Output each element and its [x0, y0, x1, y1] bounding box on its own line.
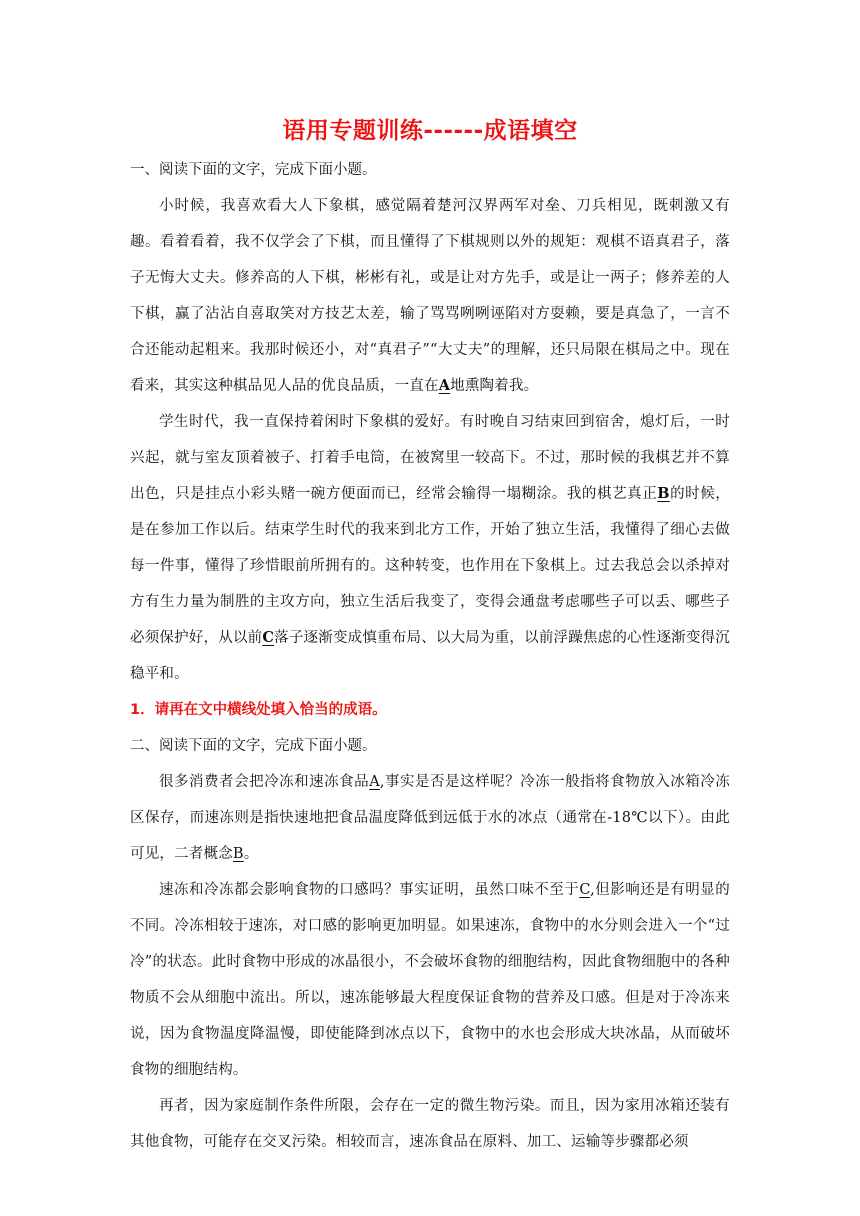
section-1-heading: 一、阅读下面的文字，完成下面小题。 — [130, 162, 377, 178]
text-run: 速冻和冷冻都会影响食物的口感吗？事实证明，虽然口味不至于 — [159, 882, 580, 898]
section-2-paragraph-2 — [130, 872, 730, 1088]
document-body — [130, 152, 730, 1160]
blank-a: A — [369, 774, 380, 790]
text-run: ,事实是否是这样呢？冷冻一般指将食物放入冰箱冷冻区保存，而速冻则是指快速地把食品温度降低到远低于水的冰点（通常在-18℃以下）。由此可见，二者概念 — [130, 774, 730, 862]
text-run: 的时候，是在参加工作以后。结束学生时代的我来到北方工作，开始了独立生活，我懂得了细心去做每一件事，懂得了珍惜眼前所拥有的。这种转变，也作用在下象棋上。过去我总会以杀掉对方有生力量为制胜的主攻方向，独立生活后我变了，变得会通盘考虑哪些子可以丢、哪些子必须保护好，从以前 — [130, 486, 730, 646]
text-run: 地熏陶着我。 — [450, 378, 539, 394]
section-1-paragraph-1 — [130, 188, 730, 404]
blank-a: A — [438, 377, 451, 394]
section-2-paragraph-3: 再者，因为家庭制作条件所限，会存在一定的微生物污染。而且，因为家用冰箱还装有其他食物，可能存在交叉污染。相较而言，速冻食品在原料、加工、运输等步骤都必须 — [130, 1098, 730, 1150]
question-1: 1．请再在文中横线处填入恰当的成语。 — [130, 702, 387, 718]
blank-b: B — [232, 846, 244, 862]
blank-b: B — [657, 485, 670, 502]
text-run: 学生时代，我一直保持着闲时下象棋的爱好。有时晚自习结束回到宿舍，熄灯后，一时兴起，就与室友顶着被子、打着手电筒，在被窝里一较高下。不过，那时候的我棋艺并不算出色，只是挂点小彩头赌一碗方便面而已，经常会输得一塌糊涂。我的棋艺真正 — [130, 414, 730, 502]
text-run: 很多消费者会把冷冻和速冻食品 — [159, 774, 370, 790]
document-title: 语用专题训练------成语填空 — [282, 118, 578, 144]
blank-c: C — [579, 882, 591, 898]
section-1-paragraph-2 — [130, 404, 730, 692]
text-run: 落子逐渐变成慎重布局、以大局为重，以前浮躁焦虑的心性逐渐变得沉稳平和。 — [130, 630, 730, 682]
section-2-heading: 二、阅读下面的文字，完成下面小题。 — [130, 738, 377, 754]
section-2-paragraph-1 — [130, 764, 730, 872]
text-run: 。 — [243, 846, 259, 862]
blank-c: C — [262, 629, 275, 646]
text-run: ,但影响还是有明显的不同。冷冻相较于速冻，对口感的影响更加明显。如果速冻，食物中的水分则会进入一个“过冷”的状态。此时食物中形成的冰晶很小，不会破坏食物的细胞结构，因此食物细胞中的各种物质不会从细胞中流出。所以，速冻能够最大程度保证食物的营养及口感。但是对于冷冻来说，因为食物温度降温慢，即使能降到冰点以下，食物中的水也会形成大块冰晶，从而破坏食物的细胞结构。 — [130, 882, 730, 1078]
text-run: 小时候，我喜欢看大人下象棋，感觉隔着楚河汉界两军对垒、刀兵相见，既刺激又有趣。看着看着，我不仅学会了下棋，而且懂得了下棋规则以外的规矩：观棋不语真君子，落子无悔大丈夫。修养高的人下棋，彬彬有礼，或是让对方先手，或是让一两子；修养差的人下棋，赢了沾沾自喜取笑对方技艺太差，输了骂骂咧咧诬陷对方耍赖，要是真急了，一言不合还能动起粗来。我那时候还小，对“真君子”“大丈夫”的理解，还只局限在棋局之中。现在看来，其实这种棋品见人品的优良品质，一直在 — [130, 198, 730, 394]
